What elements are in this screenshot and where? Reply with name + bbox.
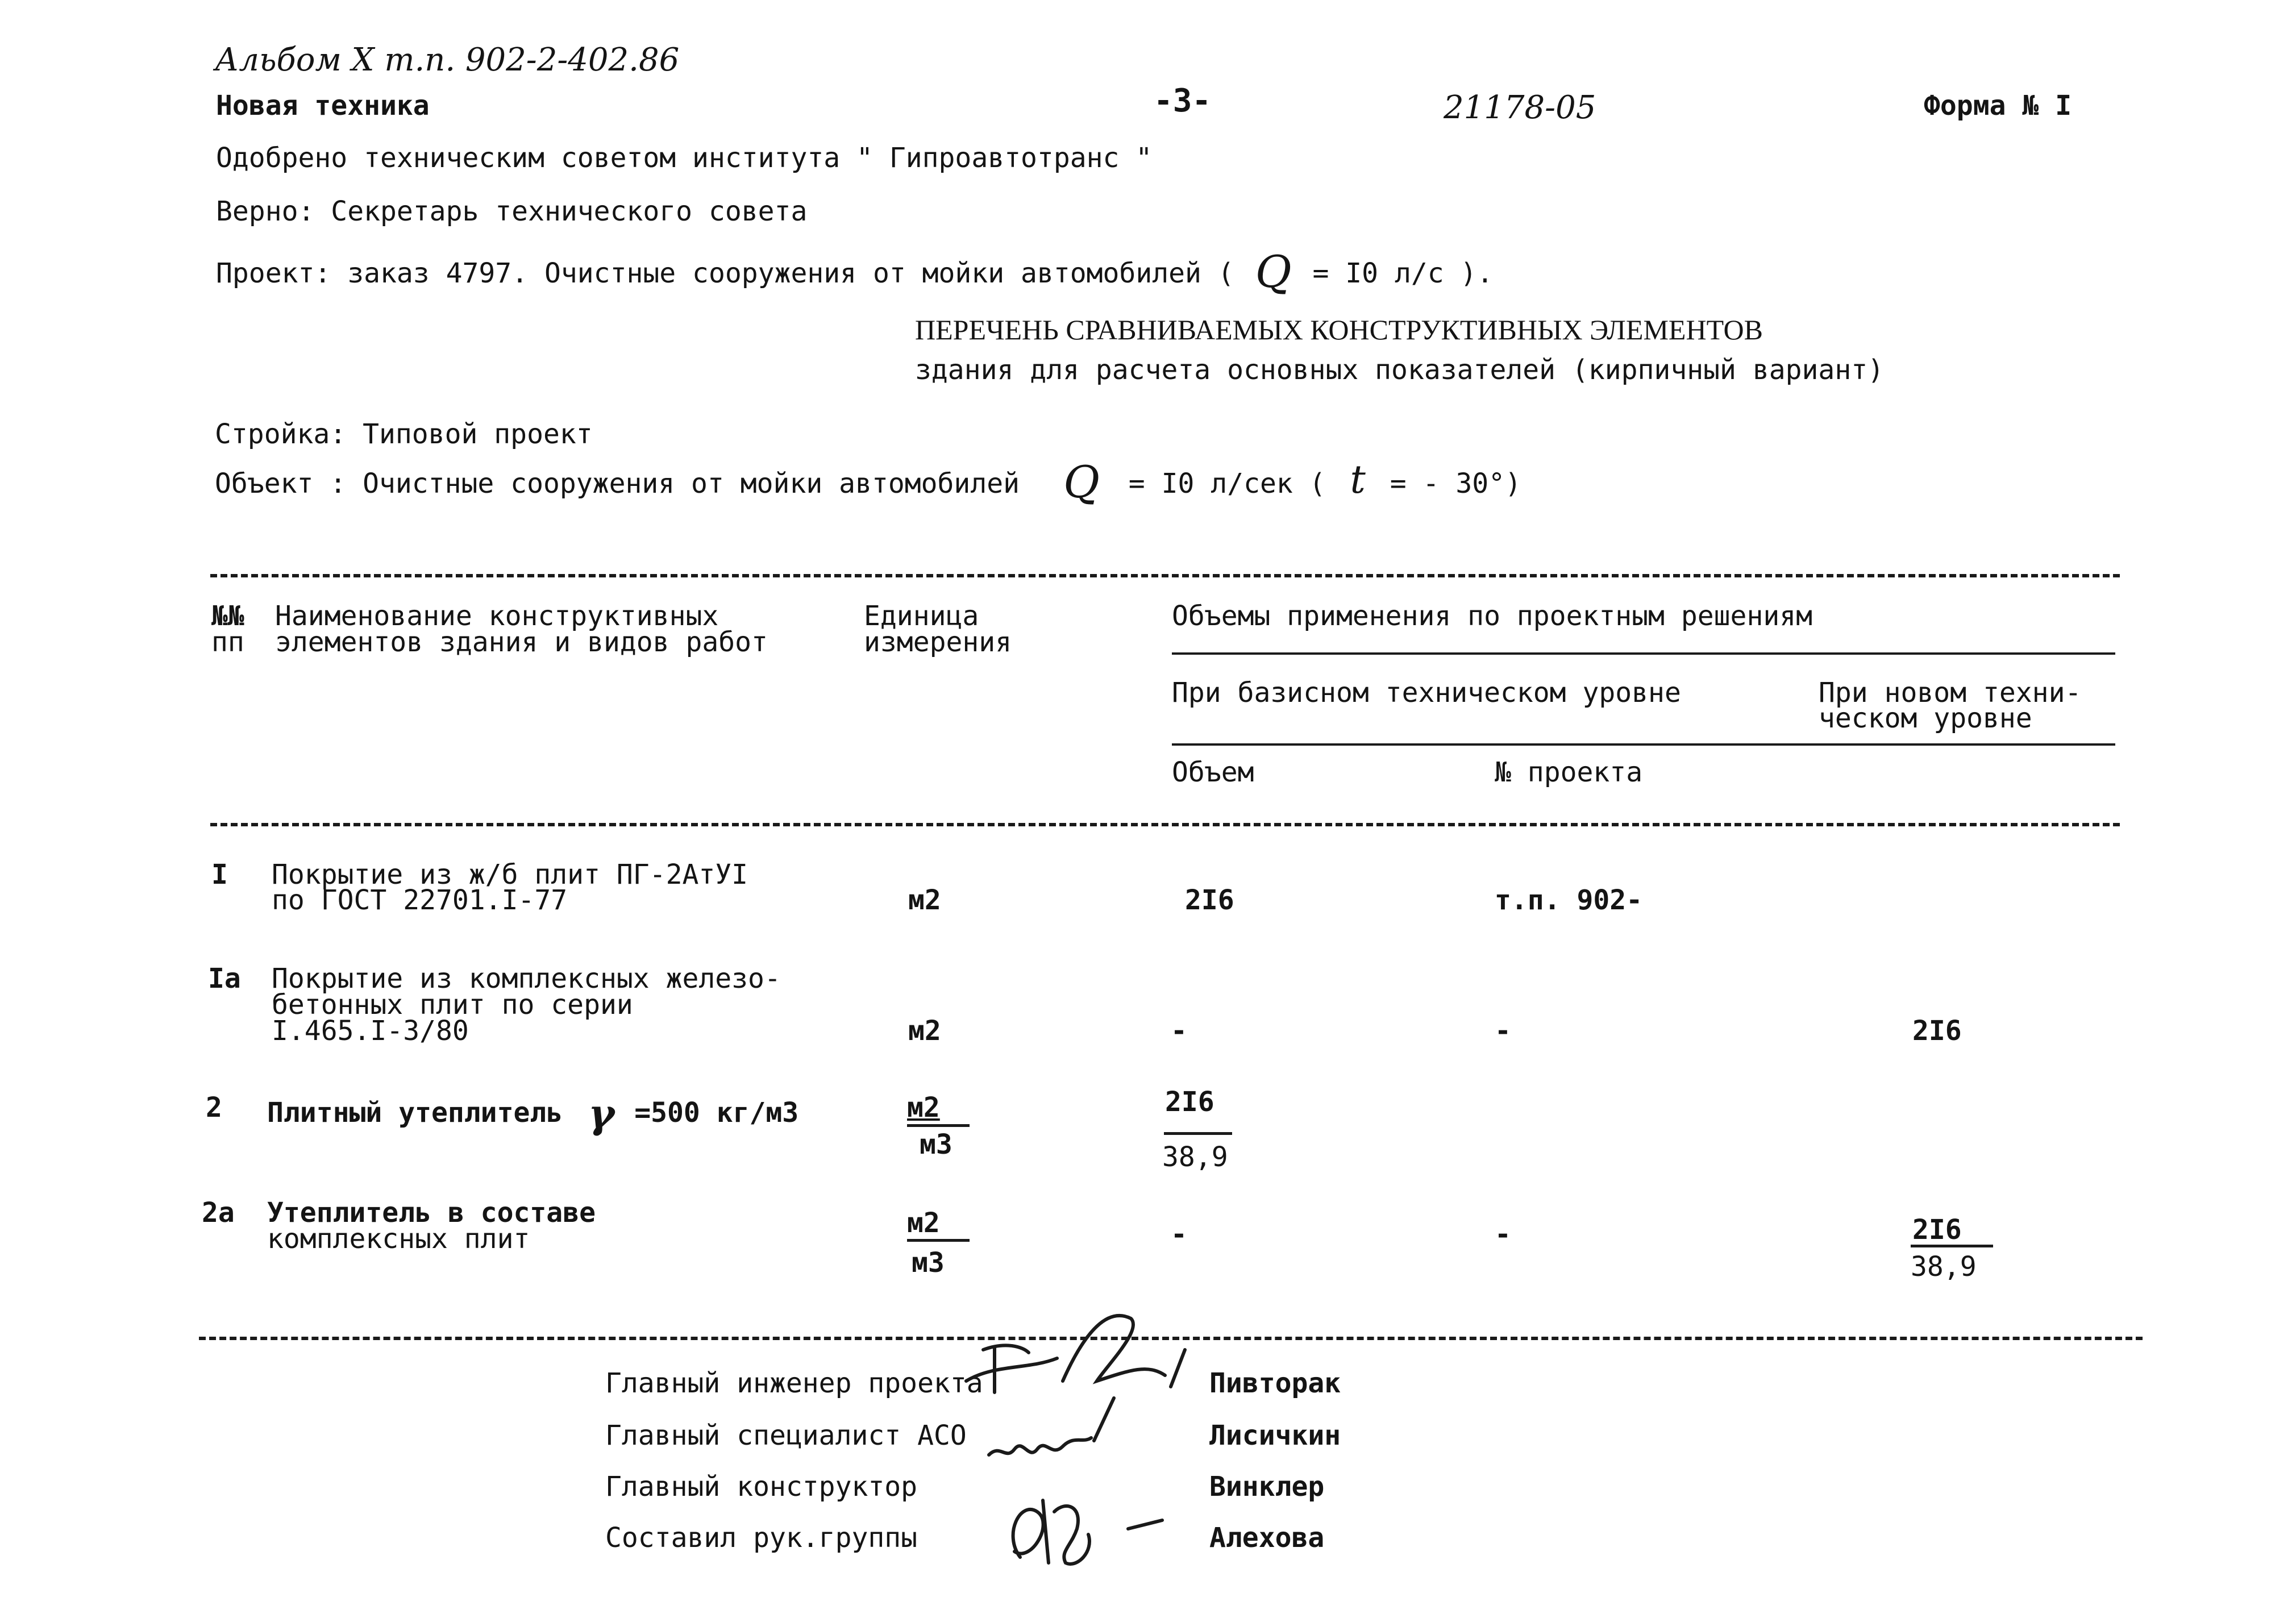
row-project-no: - xyxy=(1495,1015,1511,1047)
row-project-no: т.п. 902- xyxy=(1495,884,1643,916)
row-name-line: бетонных плит по серии xyxy=(272,989,633,1021)
level-header-rule xyxy=(1172,743,2115,746)
col-num-header-2: пп xyxy=(211,626,244,658)
row-unit-denominator: м3 xyxy=(920,1129,952,1161)
verification-line: Верно: Секретарь технического совета xyxy=(216,196,808,227)
flow-symbol: Q xyxy=(1063,457,1100,508)
row-name-line: I.465.I-3/80 xyxy=(272,1015,469,1047)
row-name-line: комплексных плит xyxy=(267,1223,530,1255)
density-symbol: γ xyxy=(588,1090,615,1137)
row-unit-denominator: м3 xyxy=(912,1247,945,1279)
unit-fraction-rule xyxy=(907,1239,970,1242)
flow-symbol: Q xyxy=(1255,247,1292,298)
col-name-header: Наименование конструктивных xyxy=(275,600,719,632)
construction-site: Стройка: Типовой проект xyxy=(215,418,593,450)
basic-level-header: При базисном техническом уровне xyxy=(1172,677,1681,709)
row-unit: м2 xyxy=(908,884,941,916)
new-technology-label: Новая техника xyxy=(216,90,430,122)
row-new-level: 2I6 xyxy=(1912,1015,1962,1047)
signature-role: Главный конструктор xyxy=(605,1471,918,1503)
handwritten-signature xyxy=(983,1392,1131,1483)
project-flow-value: = I0 л/с ). xyxy=(1312,257,1494,289)
row-number: 2 xyxy=(206,1092,222,1124)
row-name-line xyxy=(267,1090,799,1137)
basic-fraction-rule xyxy=(1164,1132,1232,1135)
signature-name: Алехова xyxy=(1209,1522,1325,1554)
col-unit-header-2: измерения xyxy=(864,626,1012,658)
handwritten-signature xyxy=(997,1478,1179,1574)
album-reference: Альбом X т.п. 902-2-402.86 xyxy=(215,41,680,78)
project-line xyxy=(216,247,1494,298)
new-level-header: При новом техни- xyxy=(1819,677,2082,709)
table-header-bottom-rule xyxy=(210,823,2120,826)
row-basic-denominator: 38,9 xyxy=(1162,1141,1228,1173)
row-name-line: Утеплитель в составе xyxy=(267,1197,596,1229)
row-number: 2а xyxy=(202,1197,235,1229)
volume-header: Объем xyxy=(1172,756,1254,788)
row-number: I xyxy=(211,859,228,891)
row-number: Iа xyxy=(208,963,241,995)
volumes-group-header: Объемы применения по проектным решениям xyxy=(1172,600,1813,632)
row-name-line: Покрытие из ж/б плит ПГ-2АтУI xyxy=(272,859,748,891)
approval-line: Одобрено техническим советом института " Гипроавтотранс " xyxy=(216,142,1153,174)
object-line xyxy=(215,457,1521,508)
col-name-header-2: элементов здания и видов работ xyxy=(275,626,768,658)
table-top-rule xyxy=(210,574,2120,577)
temperature-symbol: t xyxy=(1350,457,1366,502)
signature-name: Лисичкин xyxy=(1209,1420,1341,1451)
row-name-density: =500 кг/м3 xyxy=(634,1097,799,1129)
row-unit-numerator: м2 xyxy=(907,1207,940,1239)
object-line-text: Объект : Очистные сооружения от мойки автомобилей xyxy=(215,468,1020,500)
signature-name: Пивторак xyxy=(1209,1367,1341,1399)
row-basic-volume: 2I6 xyxy=(1185,884,1234,916)
volumes-header-rule xyxy=(1172,652,2115,655)
signature-role: Составил рук.группы xyxy=(605,1522,918,1554)
row-new-numerator: 2I6 xyxy=(1912,1214,1962,1246)
row-unit: м2 xyxy=(908,1015,941,1047)
col-num-header: №№ xyxy=(211,600,244,632)
row-new-denominator: 38,9 xyxy=(1911,1251,1977,1283)
page-number: -3- xyxy=(1154,82,1212,119)
unit-fraction-rule xyxy=(907,1124,970,1127)
row-basic-volume: - xyxy=(1171,1015,1187,1047)
form-number: Форма № I xyxy=(1924,90,2072,122)
signature-role: Главный инженер проекта xyxy=(605,1367,983,1399)
project-line-text: Проект: заказ 4797. Очистные сооружения от мойки автомобилей ( xyxy=(216,257,1234,289)
new-level-header-2: ческом уровне xyxy=(1819,702,2032,734)
row-basic-numerator: 2I6 xyxy=(1165,1086,1214,1118)
row-project-no: - xyxy=(1495,1218,1511,1250)
document-subtitle: здания для расчета основных показателей (кирпичный вариант) xyxy=(915,354,1885,386)
row-name-text: Плитный утеплитель xyxy=(267,1097,563,1129)
object-flow-value: = I0 л/сек ( xyxy=(1128,468,1326,500)
row-name-line: Покрытие из комплексных железо- xyxy=(272,963,781,995)
row-unit-numerator: м2 xyxy=(907,1092,940,1124)
project-no-header: № проекта xyxy=(1495,756,1643,788)
new-fraction-rule xyxy=(1911,1245,1993,1247)
row-basic-volume: - xyxy=(1171,1218,1187,1250)
signature-name: Винклер xyxy=(1209,1471,1325,1503)
row-name-line: по ГОСТ 22701.I-77 xyxy=(272,884,568,916)
document-title: ПЕРЕЧЕНЬ СРАВНИВАЕМЫХ КОНСТРУКТИВНЫХ ЭЛЕМЕНТОВ xyxy=(915,314,1763,346)
object-temperature-value: = - 30°) xyxy=(1390,468,1521,500)
signature-role: Главный специалист АСО xyxy=(605,1420,967,1451)
document-number: 21178-05 xyxy=(1444,89,1596,126)
col-unit-header: Единица xyxy=(864,600,979,632)
